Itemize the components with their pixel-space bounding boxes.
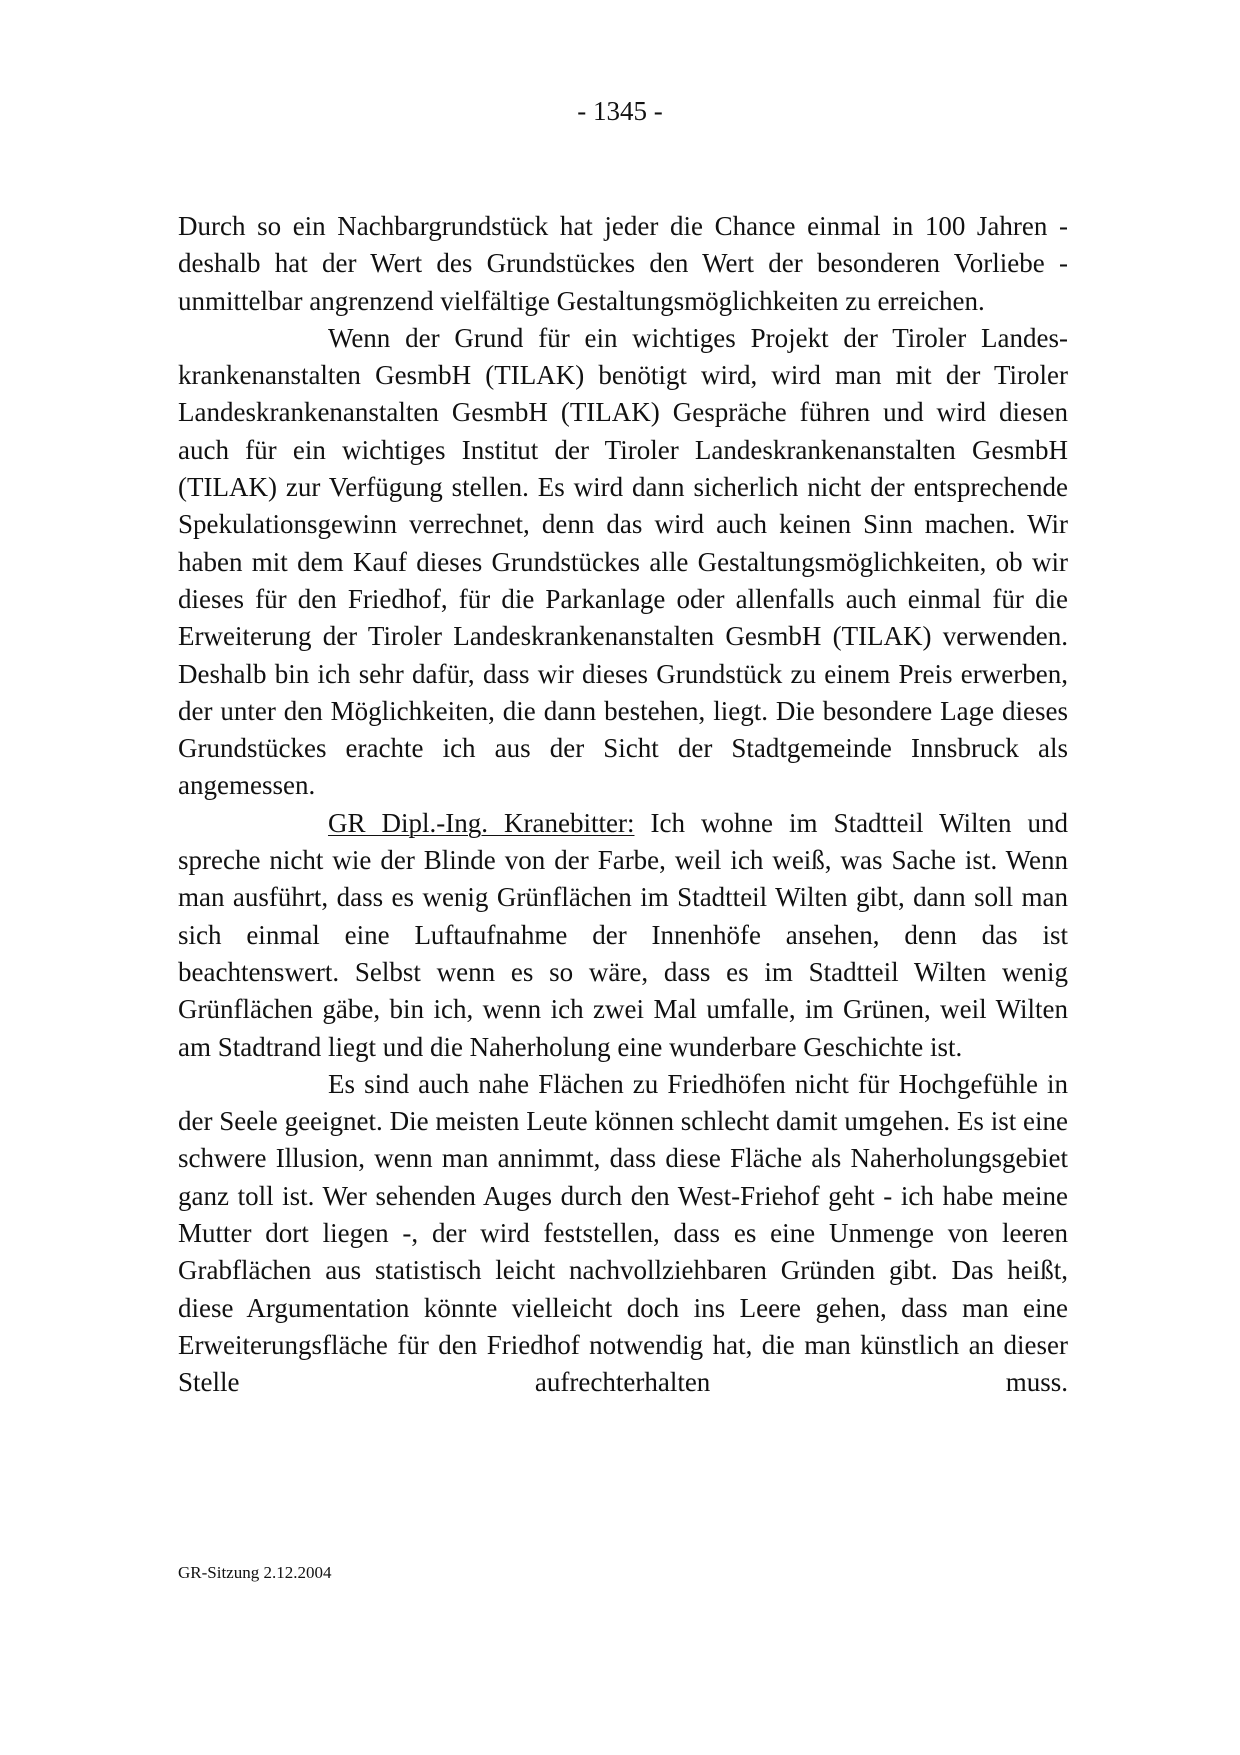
footer-session: GR-Sitzung 2.12.2004 <box>178 1563 332 1582</box>
paragraph-3 <box>178 805 1068 1066</box>
paragraph-3-text: Ich wohne im Stadtteil Wilten und spreche nicht wie der Blinde von der Farbe, weil ich weiß, was Sache ist. Wenn man ausführt, dass es wenig Grünflächen im Stadtteil Wilten gibt, dann soll man sich einmal eine Luftaufnahme der Innenhöfe ansehen, denn das ist beachtenswert. Selbst wenn es so wäre, dass es im Stadtteil Wilten wenig Grünflächen gäbe, bin ich, wenn ich zwei Mal umfalle, im Grünen, weil Wilten am Stadtrand liegt und die Naherholung eine wunderbare Geschichte ist. <box>178 807 1068 1062</box>
paragraph-2: Wenn der Grund für ein wichtiges Projekt der Tiroler Landeskrankenanstalten GesmbH (TILAK) benötigt wird, wird man mit der Tiroler Landeskrankenanstalten GesmbH (TILAK) Gespräche führen und wird diesen auch für ein wichtiges Institut der Tiroler Landeskrankenanstalten GesmbH (TILAK) zur Verfügung stellen. Es wird dann sicherlich nicht der entsprechende Spekulationsgewinn verrechnet, denn das wird auch keinen Sinn machen. Wir haben mit dem Kauf dieses Grundstückes alle Gestaltungsmöglichkeiten, ob wir dieses für den Friedhof, für die Parkanlage oder allenfalls auch einmal für die Erweiterung der Tiroler Landeskrankenanstalten GesmbH (TILAK) verwenden. Deshalb bin ich sehr dafür, dass wir dieses Grundstück zu einem Preis erwerben, der unter den Möglichkeiten, die dann bestehen, liegt. Die besondere Lage dieses Grundstückes erachte ich aus der Sicht der Stadtgemeinde Innsbruck als angemessen. <box>178 322 1068 801</box>
speaker-name: GR Dipl.-Ing. Kranebitter: <box>328 807 635 838</box>
paragraph-4: Es sind auch nahe Flächen zu Friedhöfen nicht für Hochgefühle in der Seele geeignet. Die meisten Leute können schlecht damit umgehen. Es ist eine schwere Illusion, wenn man annimmt, dass diese Fläche als Naherholungsgebiet ganz toll ist. Wer sehenden Auges durch den West-Friehof geht - ich habe meine Mutter dort liegen -, der wird feststellen, dass es eine Unmenge von leeren Grabflächen aus statistisch leicht nachvollziehbaren Gründen gibt. Das heißt, diese Argumentation könnte vielleicht doch ins Leere gehen, dass man eine Erweiterungsfläche für den Friedhof notwendig hat, die man künstlich an dieser Stelle aufrechterhalten muss. <box>178 1068 1068 1398</box>
document-body <box>178 208 1068 1402</box>
paragraph-1: Durch so ein Nachbargrundstück hat jeder die Chance einmal in 100 Jahren - deshalb hat der Wert des Grundstückes den Wert der besonderen Vorliebe - unmittelbar angrenzend vielfältige Gestaltungsmöglichkeiten zu erreichen. <box>178 211 1068 316</box>
page-number: - 1345 - <box>577 96 663 126</box>
